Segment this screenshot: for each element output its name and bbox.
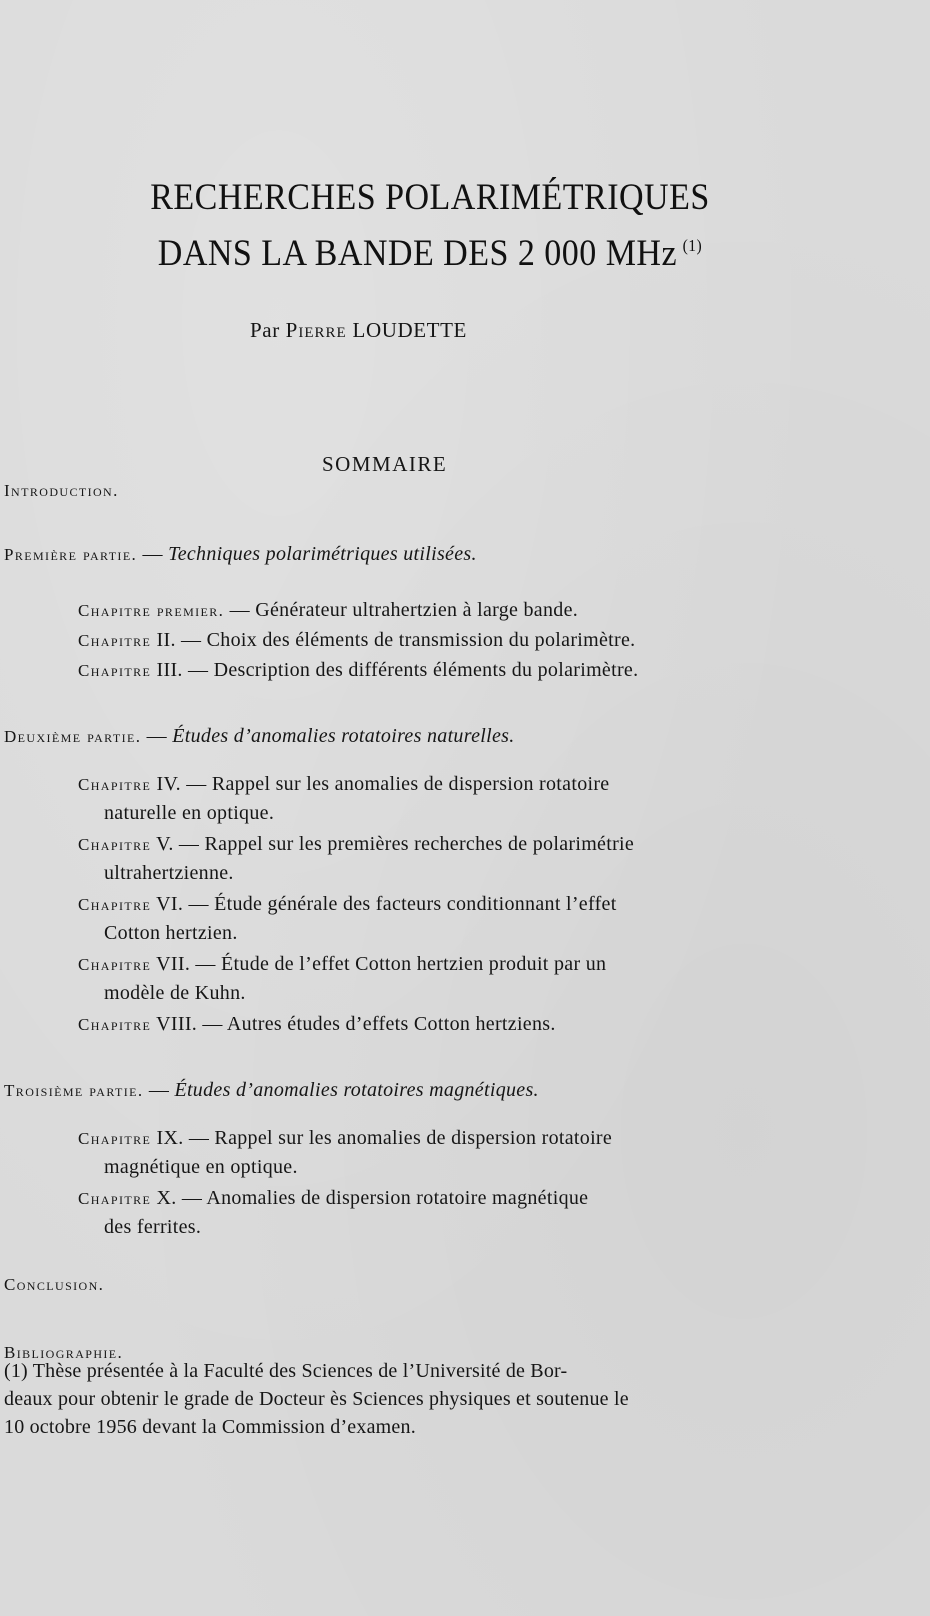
chapter-1-label: Chapitre premier. xyxy=(78,601,225,620)
summary-heading: SOMMAIRE xyxy=(322,452,448,476)
chapter-8-text: — Autres études d’effets Cotton hertziens. xyxy=(197,1013,556,1035)
toc-part-3 xyxy=(4,1076,884,1105)
chapter-7-label: Chapitre xyxy=(78,955,152,974)
footnote-mark: (1) xyxy=(4,1360,28,1382)
toc-part-2 xyxy=(4,722,884,751)
chapter-9-continuation: magnétique en optique. xyxy=(104,1156,298,1178)
toc-bibliographie-label: Bibliographie. xyxy=(4,1343,124,1362)
title-note-mark: (1) xyxy=(682,236,703,255)
chapter-9-label: Chapitre xyxy=(78,1129,152,1148)
chapter-4-text: — Rappel sur les anomalies de dispersion rotatoire xyxy=(180,773,610,795)
toc-chapter-4 xyxy=(78,770,810,828)
chapter-4-number: IV. xyxy=(151,773,181,795)
chapter-10-continuation: des ferrites. xyxy=(104,1216,202,1238)
chapter-7-text: — Étude de l’effet Cotton hertzien produit par un xyxy=(190,953,607,975)
chapter-10-label: Chapitre xyxy=(78,1189,152,1208)
title-line-2 xyxy=(90,232,771,275)
chapter-6-number: VI. xyxy=(151,893,184,915)
toc-chapter-10 xyxy=(78,1184,810,1242)
chapter-4-continuation: naturelle en optique. xyxy=(104,802,275,824)
chapter-8-label: Chapitre xyxy=(78,1015,152,1034)
toc-chapter-8 xyxy=(78,1010,810,1039)
footnote-line-1 xyxy=(4,1357,810,1385)
part-3-dash: — xyxy=(143,1079,175,1101)
part-3-label: Troisième partie. xyxy=(4,1081,144,1100)
chapter-9-text: — Rappel sur les anomalies de dispersion rotatoire xyxy=(183,1127,613,1149)
footnote-line-3: 10 octobre 1956 devant la Commission d’examen. xyxy=(4,1416,416,1438)
chapter-4-label: Chapitre xyxy=(78,775,152,794)
chapter-3-label: Chapitre xyxy=(78,661,152,680)
chapter-7-number: VII. xyxy=(151,953,191,975)
chapter-7-continuation: modèle de Kuhn. xyxy=(104,982,246,1004)
part-1-label: Première partie. xyxy=(4,545,138,564)
part-2-title: Études d’anomalies rotatoires naturelles. xyxy=(172,725,515,747)
chapter-10-number: X. xyxy=(151,1187,177,1209)
toc-chapter-6 xyxy=(78,890,810,948)
part-3-title: Études d’anomalies rotatoires magnétiques. xyxy=(174,1079,539,1101)
footnote-line-2: deaux pour obtenir le grade de Docteur ès Sciences physiques et soutenue le xyxy=(4,1388,629,1410)
toc-introduction xyxy=(4,476,884,505)
chapter-6-label: Chapitre xyxy=(78,895,152,914)
chapter-6-continuation: Cotton hertzien. xyxy=(104,922,238,944)
toc-chapter-9 xyxy=(78,1124,810,1182)
chapter-10-text: — Anomalies de dispersion rotatoire magnétique xyxy=(176,1187,589,1209)
toc-conclusion-label: Conclusion. xyxy=(4,1275,105,1294)
chapter-2-number: II. xyxy=(151,629,176,651)
chapter-3-number: III. xyxy=(151,659,183,681)
toc-chapter-2 xyxy=(78,626,810,655)
toc-chapter-3 xyxy=(78,656,810,685)
author-last-name: LOUDETTE xyxy=(352,318,467,342)
chapter-2-label: Chapitre xyxy=(78,631,152,650)
chapter-9-number: IX. xyxy=(151,1127,184,1149)
title-line-2-text: DANS LA BANDE DES 2 000 MHz xyxy=(157,233,678,274)
chapter-1-text: — Générateur ultrahertzien à large bande. xyxy=(224,599,579,621)
part-2-dash: — xyxy=(141,725,173,747)
byline-prefix: Par xyxy=(250,318,280,342)
toc-conclusion xyxy=(4,1270,884,1299)
chapter-6-text: — Étude générale des facteurs conditionnant l’effet xyxy=(183,893,617,915)
part-1-dash: — xyxy=(137,543,169,565)
chapter-8-number: VIII. xyxy=(151,1013,198,1035)
chapter-5-continuation: ultrahertzienne. xyxy=(104,862,234,884)
part-2-label: Deuxième partie. xyxy=(4,727,142,746)
author-first-name: Pierre xyxy=(285,318,347,342)
chapter-5-number: V. xyxy=(151,833,174,855)
toc-part-1 xyxy=(4,540,884,569)
footnote xyxy=(4,1357,810,1441)
chapter-2-text: — Choix des éléments de transmission du polarimètre. xyxy=(175,629,636,651)
author-byline xyxy=(250,318,550,343)
title-line-1 xyxy=(90,176,771,219)
toc-introduction-label: Introduction. xyxy=(4,481,119,500)
title-line-1-text: RECHERCHES POLARIMÉTRIQUES xyxy=(150,177,710,218)
chapter-5-label: Chapitre xyxy=(78,835,152,854)
chapter-5-text: — Rappel sur les premières recherches de polarimétrie xyxy=(173,833,635,855)
footnote-line-1-text: Thèse présentée à la Faculté des Sciences de l’Université de Bor- xyxy=(27,1360,568,1382)
toc-chapter-7 xyxy=(78,950,810,1008)
toc-chapter-5 xyxy=(78,830,810,888)
part-1-title: Techniques polarimétriques utilisées. xyxy=(168,543,477,565)
toc-chapter-1 xyxy=(78,596,810,625)
chapter-3-text: — Description des différents éléments du polarimètre. xyxy=(182,659,639,681)
